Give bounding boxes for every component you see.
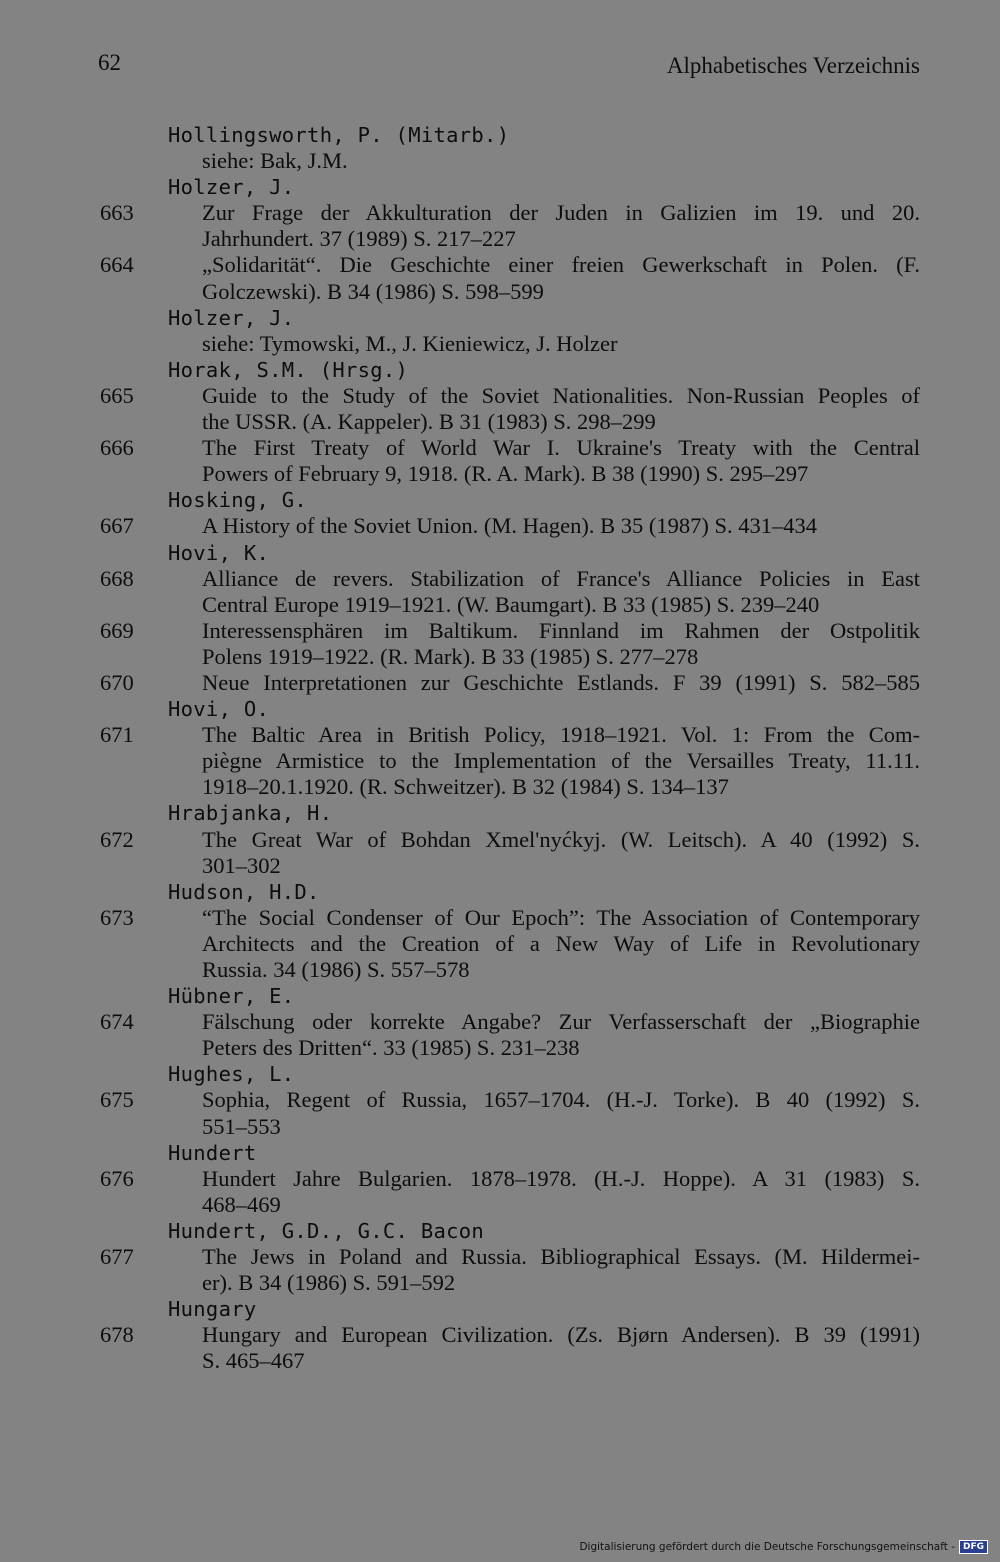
entry-line bbox=[0, 513, 1000, 539]
entry-continuation bbox=[0, 1270, 1000, 1296]
entry-text: S. 465–467 bbox=[202, 1348, 305, 1374]
entry-continuation bbox=[0, 279, 1000, 305]
footer bbox=[579, 1540, 988, 1554]
entry-text: siehe: Bak, J.M. bbox=[202, 148, 348, 174]
author-heading bbox=[0, 879, 1000, 905]
entry-continuation bbox=[0, 1348, 1000, 1374]
page-number: 62 bbox=[98, 50, 121, 75]
entry-number: 663 bbox=[100, 200, 134, 226]
entry-number: 671 bbox=[100, 722, 134, 748]
author-heading bbox=[0, 487, 1000, 513]
author-heading bbox=[0, 174, 1000, 200]
entry-text: Neue Interpretationen zur Geschichte Estlands. F 39 (1991) S. 582–585 bbox=[202, 669, 920, 695]
entry-text: Guide to the Study of the Soviet Nationalities. Non-Russian Peoples of bbox=[202, 382, 920, 408]
entry-text: „Solidarität“. Die Geschichte einer freien Gewerkschaft in Polen. (F. bbox=[202, 252, 920, 278]
entry-continuation bbox=[0, 592, 1000, 618]
entry-line bbox=[0, 905, 1000, 931]
entry-line bbox=[0, 1009, 1000, 1035]
entry-text: 1918–20.1.1920. (R. Schweitzer). B 32 (1984) S. 134–137 bbox=[202, 774, 729, 800]
author-name: Hundert bbox=[168, 1140, 257, 1165]
entry-text: The Jews in Poland and Russia. Bibliographical Essays. (M. Hildermei- bbox=[202, 1244, 920, 1270]
entry-text: 551–553 bbox=[202, 1113, 281, 1139]
author-name: Hudson, H.D. bbox=[168, 879, 320, 904]
entry-line bbox=[0, 252, 1000, 278]
author-heading bbox=[0, 1061, 1000, 1087]
entry-continuation bbox=[0, 853, 1000, 879]
entry-text: Polens 1919–1922. (R. Mark). B 33 (1985) S. 277–278 bbox=[202, 643, 699, 669]
entry-line bbox=[0, 827, 1000, 853]
entry-continuation bbox=[0, 644, 1000, 670]
entry-line bbox=[0, 435, 1000, 461]
entry-line bbox=[0, 1166, 1000, 1192]
entry-line bbox=[0, 1087, 1000, 1113]
author-heading bbox=[0, 305, 1000, 331]
entry-text: piègne Armistice to the Implementation of the Versailles Treaty, 11.11. bbox=[202, 748, 920, 774]
entry-text: Fälschung oder korrekte Angabe? Zur Verfasserschaft der „Biographie bbox=[202, 1009, 920, 1035]
author-heading bbox=[0, 1296, 1000, 1322]
footer-text: Digitalisierung gefördert durch die Deutsche Forschungsgemeinschaft - bbox=[579, 1541, 955, 1553]
entry-line bbox=[0, 566, 1000, 592]
entry-number: 666 bbox=[100, 435, 134, 461]
entry-continuation bbox=[0, 774, 1000, 800]
entry-line bbox=[0, 670, 1000, 696]
entry-text: Russia. 34 (1986) S. 557–578 bbox=[202, 957, 470, 982]
entry-number: 668 bbox=[100, 565, 134, 591]
author-name: Hrabjanka, H. bbox=[168, 801, 333, 826]
author-name: Hollingsworth, P. (Mitarb.) bbox=[168, 123, 510, 147]
entry-text: Central Europe 1919–1921. (W. Baumgart). B 33 (1985) S. 239–240 bbox=[202, 591, 820, 617]
entry-text: the USSR. (A. Kappeler). B 31 (1983) S. 298–299 bbox=[202, 409, 656, 435]
author-heading bbox=[0, 1140, 1000, 1166]
see-reference bbox=[0, 148, 1000, 174]
entry-continuation bbox=[0, 461, 1000, 487]
author-heading bbox=[0, 696, 1000, 722]
author-name: Hundert, G.D., G.C. Bacon bbox=[168, 1218, 485, 1243]
entry-text: siehe: Tymowski, M., J. Kieniewicz, J. Holzer bbox=[202, 330, 618, 356]
entry-number: 669 bbox=[100, 617, 134, 643]
entry-text: 468–469 bbox=[202, 1191, 281, 1217]
entry-text: Peters des Dritten“. 33 (1985) S. 231–238 bbox=[202, 1035, 580, 1061]
entry-text: A History of the Soviet Union. (M. Hagen). B 35 (1987) S. 431–434 bbox=[202, 513, 817, 539]
author-name: Hosking, G. bbox=[168, 488, 308, 513]
entry-text: Alliance de revers. Stabilization of France's Alliance Policies in East bbox=[202, 565, 920, 591]
author-heading bbox=[0, 540, 1000, 566]
entry-line bbox=[0, 200, 1000, 226]
author-heading bbox=[0, 122, 1000, 148]
entry-continuation bbox=[0, 1035, 1000, 1061]
entry-continuation bbox=[0, 226, 1000, 252]
entry-continuation bbox=[0, 957, 1000, 983]
entry-line bbox=[0, 1322, 1000, 1348]
author-name: Hughes, L. bbox=[168, 1062, 295, 1087]
entry-text: Zur Frage der Akkulturation der Juden in Galizien im 19. und 20. bbox=[202, 200, 920, 226]
author-name: Hungary bbox=[168, 1297, 257, 1322]
entry-line bbox=[0, 383, 1000, 409]
entry-number: 667 bbox=[100, 513, 134, 539]
entry-text: “The Social Condenser of Our Epoch”: The Association of Contemporary bbox=[202, 904, 920, 930]
entry-text: The Great War of Bohdan Xmel'nyćkyj. (W. Leitsch). A 40 (1992) S. bbox=[202, 826, 920, 852]
author-heading bbox=[0, 1218, 1000, 1244]
see-reference bbox=[0, 331, 1000, 357]
entry-number: 676 bbox=[100, 1165, 134, 1191]
running-head: Alphabetisches Verzeichnis bbox=[666, 53, 920, 78]
entry-text: Hundert Jahre Bulgarien. 1878–1978. (H.-J. Hoppe). A 31 (1983) S. bbox=[202, 1165, 920, 1191]
entry-text: 301–302 bbox=[202, 852, 281, 878]
entry-continuation bbox=[0, 931, 1000, 957]
author-name: Holzer, J. bbox=[168, 305, 295, 330]
entry-line bbox=[0, 722, 1000, 748]
entry-text: er). B 34 (1986) S. 591–592 bbox=[202, 1270, 456, 1296]
entry-number: 678 bbox=[100, 1322, 134, 1348]
entry-text: The Baltic Area in British Policy, 1918–1921. Vol. 1: From the Com- bbox=[202, 722, 920, 748]
entry-line bbox=[0, 1244, 1000, 1270]
author-name: Holzer, J. bbox=[168, 175, 295, 200]
entry-text: Sophia, Regent of Russia, 1657–1704. (H.-J. Torke). B 40 (1992) S. bbox=[202, 1087, 920, 1113]
author-name: Horak, S.M. (Hrsg.) bbox=[168, 357, 409, 382]
dfg-logo: DFG bbox=[959, 1540, 988, 1554]
entry-number: 674 bbox=[100, 1009, 134, 1035]
author-heading bbox=[0, 800, 1000, 826]
author-name: Hübner, E. bbox=[168, 984, 295, 1009]
author-heading bbox=[0, 983, 1000, 1009]
author-name: Hovi, K. bbox=[168, 540, 270, 565]
entry-text: Jahrhundert. 37 (1989) S. 217–227 bbox=[202, 226, 516, 252]
bibliography-entries bbox=[0, 122, 1000, 1375]
entry-continuation bbox=[0, 409, 1000, 435]
entry-text: Architects and the Creation of a New Way of Life in Revolutionary bbox=[202, 930, 920, 956]
author-name: Hovi, O. bbox=[168, 697, 270, 722]
author-heading bbox=[0, 357, 1000, 383]
entry-continuation bbox=[0, 1192, 1000, 1218]
entry-number: 670 bbox=[100, 669, 134, 695]
entry-text: Hungary and European Civilization. (Zs. Bjørn Andersen). B 39 (1991) bbox=[202, 1322, 920, 1348]
entry-continuation bbox=[0, 748, 1000, 774]
entry-number: 673 bbox=[100, 904, 134, 930]
entry-text: Golczewski). B 34 (1986) S. 598–599 bbox=[202, 278, 544, 304]
entry-line bbox=[0, 618, 1000, 644]
entry-text: Interessensphären im Baltikum. Finnland im Rahmen der Ostpolitik bbox=[202, 617, 920, 643]
entry-number: 664 bbox=[100, 252, 134, 278]
entry-number: 675 bbox=[100, 1087, 134, 1113]
entry-number: 665 bbox=[100, 382, 134, 408]
entry-text: Powers of February 9, 1918. (R. A. Mark). B 38 (1990) S. 295–297 bbox=[202, 461, 809, 487]
entry-number: 677 bbox=[100, 1244, 134, 1270]
entry-text: The First Treaty of World War I. Ukraine's Treaty with the Central bbox=[202, 435, 920, 461]
entry-number: 672 bbox=[100, 826, 134, 852]
entry-continuation bbox=[0, 1114, 1000, 1140]
